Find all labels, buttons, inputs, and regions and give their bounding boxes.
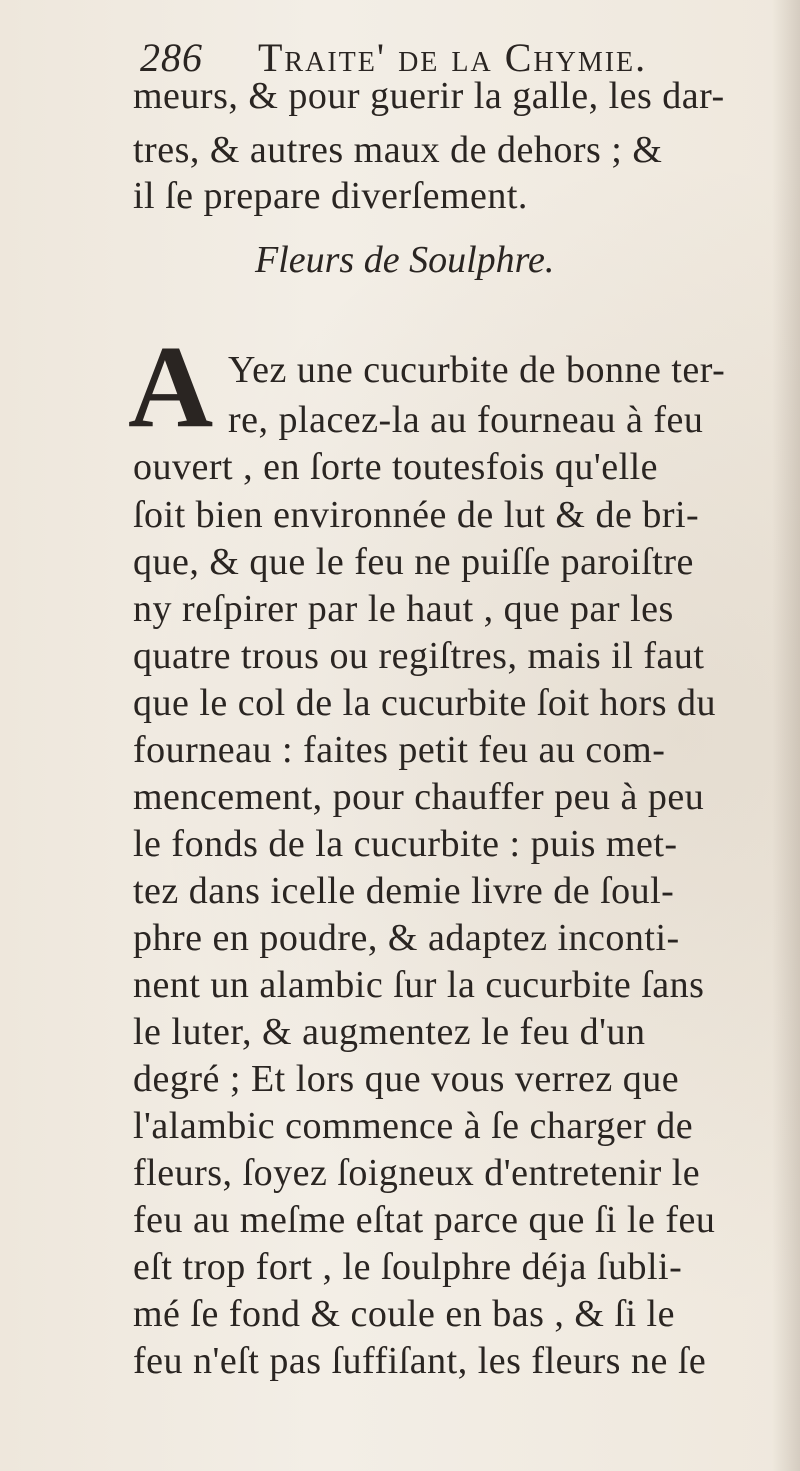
text-line: il ſe prepare diverſement. [133,175,528,217]
text-line: fleurs, ſoyez ſoigneux d'entretenir le [133,1152,701,1194]
text-line: ouvert , en ſorte toutesfois qu'elle [133,446,659,488]
page-number: 286 [140,35,203,80]
text-line: feu n'eſt pas ſuffiſant, les fleurs ne ſe [133,1340,707,1382]
text-line: eſt trop fort , le ſoulphre déja ſubli- [133,1246,683,1288]
text-line: phre en poudre, & adaptez inconti- [133,917,680,959]
text-line: que, & que le feu ne puiſſe paroiſtre [133,541,694,583]
running-title-text: Traite' de la Chymie. [258,35,648,80]
text-line: meurs, & pour guerir la galle, les dar- [133,75,725,117]
text-line: Yez une cucurbite de bonne ter- [228,349,726,391]
text-line: que le col de la cucurbite ſoit hors du [133,682,716,724]
text-line: ny reſpirer par le haut , que par les [133,588,674,630]
text-line: fourneau : faites petit feu au com- [133,729,666,771]
text-line: mencement, pour chauffer peu à peu [133,776,705,818]
drop-cap: A [128,321,214,452]
text-line: le luter, & augmentez le feu d'un [133,1011,646,1053]
text-line: ſoit bien environnée de lut & de bri- [133,494,700,536]
page-edge-shadow [772,0,800,1471]
text-line: le fonds de la cucurbite : puis met- [133,823,678,865]
section-heading: Fleurs de Soulphre. [255,239,555,281]
text-line: re, placez-la au fourneau à feu [228,399,704,441]
text-line: feu au meſme eſtat parce que ſi le feu [133,1199,716,1241]
text-line: mé ſe fond & coule en bas , & ſi le [133,1293,675,1335]
text-line: tres, & autres maux de dehors ; & [133,129,663,171]
text-line: l'alambic commence à ſe charger de [133,1105,694,1147]
text-line: tez dans icelle demie livre de ſoul- [133,870,675,912]
text-line: quatre trous ou regiſtres, mais il faut [133,635,705,677]
text-line: nent un alambic ſur la cucurbite ſans [133,964,705,1006]
text-line: degré ; Et lors que vous verrez que [133,1058,680,1100]
